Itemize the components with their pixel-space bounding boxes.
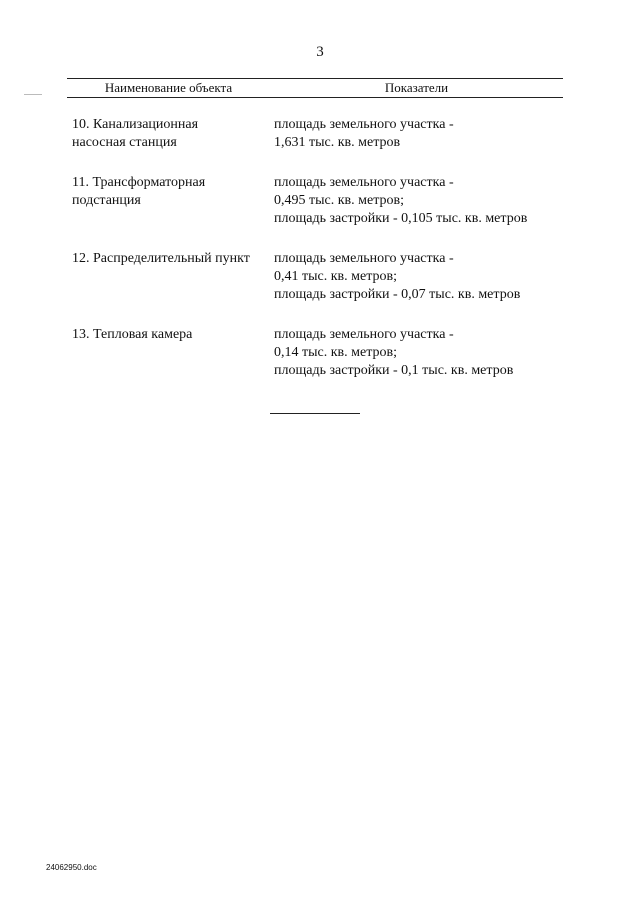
indicator-line: площадь земельного участка - [274, 251, 454, 266]
page-number: 3 [316, 44, 324, 60]
indicator-line: площадь земельного участка - [274, 327, 454, 342]
object-name-line: 11. Трансформаторная [72, 175, 206, 190]
table-header [67, 78, 563, 98]
indicators-cell [274, 326, 572, 380]
end-rule [270, 413, 360, 414]
table-row [72, 250, 572, 304]
indicator-line: площадь земельного участка - [274, 175, 454, 190]
indicator-line: 1,631 тыс. кв. метров [274, 135, 401, 150]
object-name-line: 10. Канализационная [72, 117, 199, 132]
indicator-line: 0,41 тыс. кв. метров; [274, 269, 398, 284]
object-name-line: подстанция [72, 193, 141, 208]
header-object-name: Наименование объекта [104, 80, 233, 95]
footer-filename: 24062950.doc [46, 863, 97, 872]
object-name-line: 13. Тепловая камера [72, 327, 193, 342]
indicator-line: площадь застройки - 0,07 тыс. кв. метров [274, 287, 521, 302]
indicators-cell [274, 250, 572, 304]
header-indicators: Показатели [384, 80, 449, 95]
object-name-line: 12. Распределительный пункт [72, 251, 250, 266]
indicators-cell [274, 174, 572, 228]
object-name-line: насосная станция [72, 135, 177, 150]
object-name-cell [72, 116, 274, 152]
object-name-cell [72, 250, 274, 304]
indicators-cell [274, 116, 572, 152]
indicator-line: площадь застройки - 0,1 тыс. кв. метров [274, 363, 514, 378]
indicator-line: площадь земельного участка - [274, 117, 454, 132]
indicator-line: 0,14 тыс. кв. метров; [274, 345, 398, 360]
indicator-line: 0,495 тыс. кв. метров; [274, 193, 405, 208]
object-name-cell [72, 326, 274, 380]
table-row [72, 326, 572, 380]
object-name-cell [72, 174, 274, 228]
table-body [72, 116, 572, 402]
table-row [72, 174, 572, 228]
indicator-line: площадь застройки - 0,105 тыс. кв. метров [274, 211, 528, 226]
margin-mark [24, 94, 42, 95]
table-row [72, 116, 572, 152]
